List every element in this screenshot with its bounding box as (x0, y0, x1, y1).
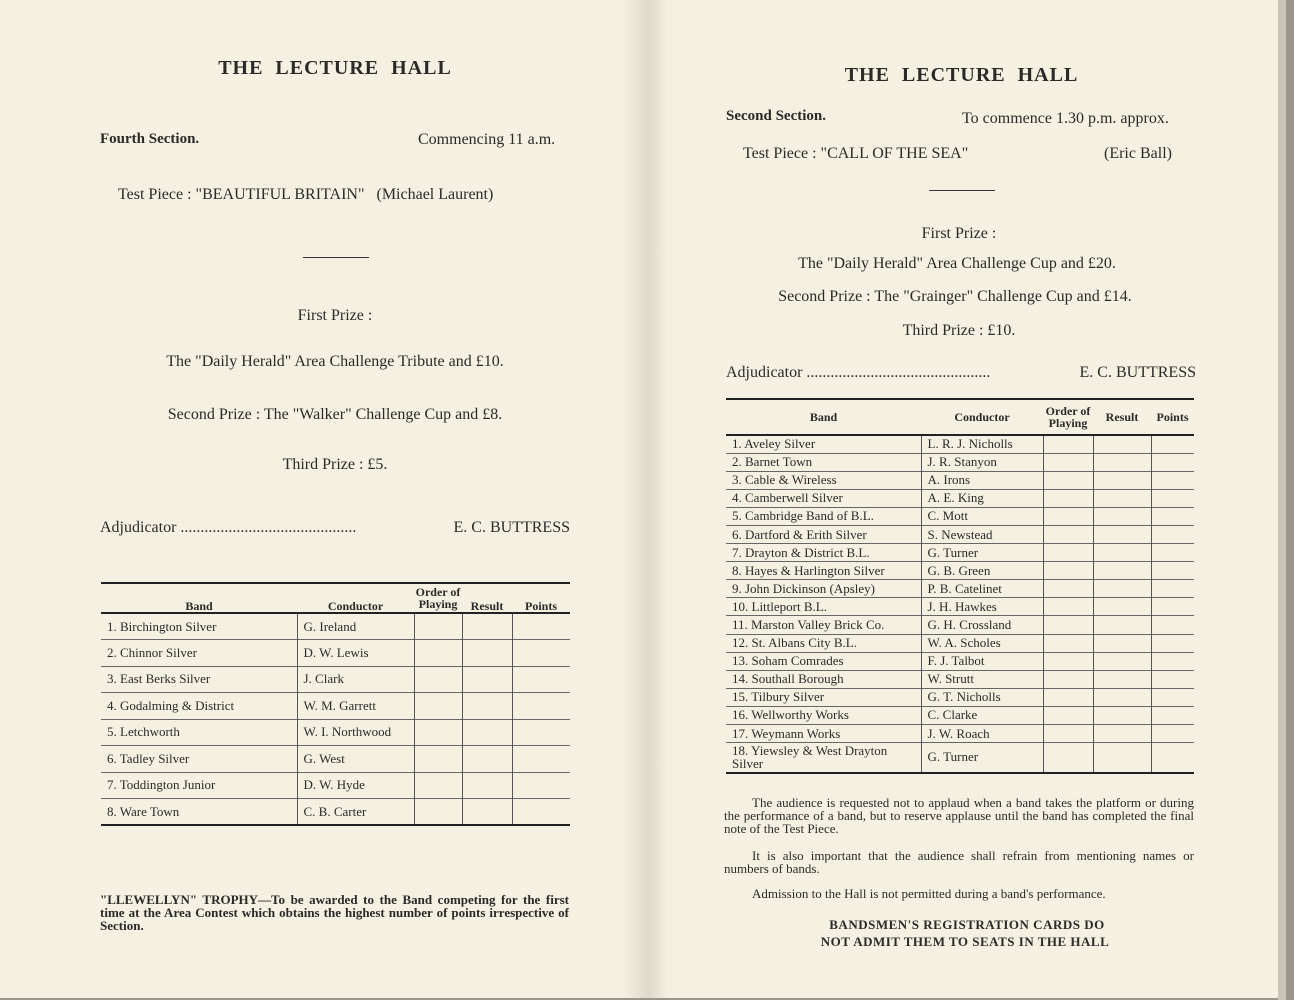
table-body (726, 435, 1194, 773)
result-cell (1093, 598, 1151, 616)
conductor-cell: J. H. Hawkes (921, 598, 1043, 616)
points-cell (512, 746, 570, 773)
test-piece-title: "BEAUTIFUL BRITAIN" (195, 186, 365, 203)
band-cell: 16. Wellworthy Works (732, 707, 849, 723)
conductor-cell: D. W. Hyde (297, 772, 414, 799)
band-cell: 15. Tilbury Silver (732, 689, 825, 705)
second-prize: Second Prize : The "Walker" Challenge Cup and £8. (167, 406, 503, 423)
points-cell (512, 799, 570, 826)
order-cell (1043, 688, 1093, 706)
order-cell (414, 746, 462, 773)
table-row (726, 471, 1194, 489)
table-row (101, 719, 570, 746)
points-cell (1151, 453, 1194, 471)
result-cell (1093, 544, 1151, 562)
order-cell (1043, 580, 1093, 598)
result-cell (1093, 634, 1151, 652)
order-cell (414, 666, 462, 693)
order-cell (1043, 489, 1093, 507)
result-cell (1093, 706, 1151, 724)
band-cell: 11. Marston Valley Brick Co. (732, 616, 885, 632)
test-piece-label: Test Piece : (118, 186, 192, 203)
test-piece-title: "CALL OF THE SEA" (820, 145, 969, 162)
points-cell (1151, 580, 1194, 598)
conductor-cell: G. West (297, 746, 414, 773)
start-time: Commencing 11 a.m. (418, 131, 556, 148)
notice-registration-1: BANDSMEN'S REGISTRATION CARDS DO (829, 917, 1105, 932)
test-piece-composer: (Michael Laurent) (376, 186, 494, 203)
notice-admission: Admission to the Hall is not permitted during a band's performance. (752, 886, 1106, 901)
results-table (101, 582, 570, 826)
band-cell: 4. Camberwell Silver (732, 490, 843, 506)
order-cell (414, 772, 462, 799)
order-header: Order of Playing (1045, 404, 1091, 430)
conductor-cell: W. Strutt (921, 670, 1043, 688)
band-cell: 5. Letchworth (107, 724, 180, 740)
conductor-cell: W. I. Northwood (297, 719, 414, 746)
points-cell (1151, 525, 1194, 543)
result-cell (462, 693, 512, 720)
order-cell (1043, 616, 1093, 634)
table-row (726, 725, 1194, 743)
conductor-cell: C. Clarke (921, 706, 1043, 724)
notice-applause: The audience is requested not to applaud when a band takes the platform or during the performance of a band, but to reserve applause until the band has completed the final note of the Test Piece. (724, 795, 1194, 836)
band-cell: 6. Tadley Silver (107, 750, 190, 766)
band-cell: 5. Cambridge Band of B.L. (732, 508, 874, 524)
result-cell (1093, 471, 1151, 489)
band-cell: 7. Toddington Junior (107, 777, 216, 793)
result-cell (1093, 507, 1151, 525)
conductor-cell: G. T. Nicholls (921, 688, 1043, 706)
section-name: Second Section. (726, 108, 827, 124)
table-row (726, 688, 1194, 706)
order-cell (414, 693, 462, 720)
result-header: Result (470, 599, 504, 613)
band-cell: 2. Barnet Town (732, 454, 813, 470)
table-body (101, 613, 570, 825)
adjudicator-label: Adjudicator .............................................. (726, 364, 991, 381)
divider (929, 190, 995, 191)
conductor-cell: L. R. J. Nicholls (921, 435, 1043, 453)
result-cell (462, 799, 512, 826)
conductor-cell: W. M. Garrett (297, 693, 414, 720)
result-cell (462, 613, 512, 640)
conductor-cell: D. W. Lewis (297, 640, 414, 667)
order-cell (1043, 634, 1093, 652)
table-row (726, 616, 1194, 634)
notice-registration-2: NOT ADMIT THEM TO SEATS IN THE HALL (820, 934, 1110, 949)
table-row (101, 746, 570, 773)
points-cell (1151, 598, 1194, 616)
trophy-title: "LLEWELLYN" TROPHY— (100, 892, 272, 907)
result-cell (1093, 580, 1151, 598)
result-cell (462, 666, 512, 693)
adjudicator-label: Adjudicator ............................................ (100, 519, 357, 536)
points-cell (512, 719, 570, 746)
second-prize: Second Prize : The "Grainger" Challenge Cup and £14. (778, 288, 1132, 305)
conductor-cell: G. B. Green (921, 562, 1043, 580)
result-cell (462, 719, 512, 746)
band-cell: 12. St. Albans City B.L. (732, 635, 857, 651)
result-cell (462, 640, 512, 667)
first-prize: The "Daily Herald" Area Challenge Tribute and £10. (166, 353, 504, 370)
result-cell (1093, 670, 1151, 688)
order-header: Order of Playing (415, 585, 461, 611)
result-cell (1093, 688, 1151, 706)
points-cell (1151, 743, 1194, 773)
band-cell: 1. Aveley Silver (732, 436, 816, 452)
conductor-cell: J. W. Roach (921, 725, 1043, 743)
band-header: Band (809, 410, 838, 424)
order-cell (1043, 471, 1093, 489)
points-cell (512, 772, 570, 799)
result-cell (462, 746, 512, 773)
order-cell (1043, 544, 1093, 562)
band-cell: 9. John Dickinson (Apsley) (732, 580, 875, 596)
table-row (101, 799, 570, 826)
order-cell (1043, 743, 1093, 773)
table-row (726, 562, 1194, 580)
third-prize: Third Prize : £10. (902, 322, 1016, 339)
order-cell (1043, 725, 1093, 743)
order-cell (1043, 562, 1093, 580)
test-piece-label: Test Piece : (743, 145, 817, 162)
result-cell (1093, 562, 1151, 580)
table-row (726, 743, 1194, 773)
table-row (101, 666, 570, 693)
first-prize-label: First Prize : (921, 225, 997, 242)
page-title: THE LECTURE HALL (218, 57, 452, 79)
points-cell (1151, 670, 1194, 688)
points-cell (1151, 562, 1194, 580)
conductor-cell: A. E. King (921, 489, 1043, 507)
points-cell (1151, 706, 1194, 724)
first-prize-label: First Prize : (297, 307, 373, 324)
table-row (101, 613, 570, 640)
adjudicator-name: E. C. BUTTRESS (453, 519, 570, 536)
points-cell (1151, 688, 1194, 706)
result-cell (1093, 453, 1151, 471)
band-cell: 17. Weymann Works (732, 725, 841, 741)
table-row (726, 670, 1194, 688)
band-cell: 7. Drayton & District B.L. (732, 544, 870, 560)
points-cell (512, 640, 570, 667)
conductor-cell: G. Turner (921, 743, 1043, 773)
order-cell (1043, 652, 1093, 670)
result-cell (1093, 652, 1151, 670)
conductor-cell: C. Mott (921, 507, 1043, 525)
conductor-cell: S. Newstead (921, 525, 1043, 543)
table-row (726, 598, 1194, 616)
conductor-cell: C. B. Carter (297, 799, 414, 826)
points-cell (512, 693, 570, 720)
first-prize: The "Daily Herald" Area Challenge Cup and £20. (798, 255, 1116, 272)
order-cell (1043, 507, 1093, 525)
band-cell: 3. East Berks Silver (107, 671, 211, 687)
conductor-cell: W. A. Scholes (921, 634, 1043, 652)
order-cell (414, 613, 462, 640)
page-title: THE LECTURE HALL (844, 64, 1079, 86)
table-row (726, 507, 1194, 525)
notice-names: It is also important that the audience shall refrain from mentioning names or numbers of bands. (724, 848, 1194, 876)
table-row (726, 525, 1194, 543)
band-cell: 8. Hayes & Harlington Silver (732, 562, 885, 578)
table-row (726, 489, 1194, 507)
test-piece-line (743, 145, 968, 163)
band-cell: 3. Cable & Wireless (732, 472, 837, 488)
points-header: Points (1156, 410, 1189, 424)
band-cell: 6. Dartford & Erith Silver (732, 526, 867, 542)
points-cell (1151, 725, 1194, 743)
results-table (726, 398, 1194, 774)
table-row (726, 435, 1194, 453)
band-cell: 8. Ware Town (107, 803, 180, 819)
table-row (101, 640, 570, 667)
points-cell (1151, 435, 1194, 453)
band-cell: 2. Chinnor Silver (107, 644, 197, 660)
order-cell (1043, 598, 1093, 616)
table-header-row (726, 399, 1194, 435)
points-cell (1151, 471, 1194, 489)
page-edge (1278, 0, 1286, 1000)
conductor-cell: J. R. Stanyon (921, 453, 1043, 471)
right-page (649, 0, 1286, 998)
table-row (101, 693, 570, 720)
table-row (726, 580, 1194, 598)
result-cell (1093, 435, 1151, 453)
table-header-row (101, 583, 570, 613)
result-cell (1093, 616, 1151, 634)
order-cell (1043, 435, 1093, 453)
result-cell (1093, 743, 1151, 773)
conductor-cell: F. J. Talbot (921, 652, 1043, 670)
band-cell: 4. Godalming & District (107, 697, 235, 713)
band-cell: 14. Southall Borough (732, 671, 844, 687)
result-cell (1093, 525, 1151, 543)
table-row (726, 634, 1194, 652)
conductor-header: Conductor (954, 410, 1010, 424)
table-row (726, 652, 1194, 670)
points-header: Points (524, 599, 557, 613)
adjudicator-line (726, 364, 1196, 382)
result-cell (462, 772, 512, 799)
conductor-cell: G. Turner (921, 544, 1043, 562)
band-cell: 13. Soham Comrades (732, 653, 844, 669)
conductor-cell: A. Irons (921, 471, 1043, 489)
result-cell (1093, 725, 1151, 743)
order-cell (414, 640, 462, 667)
conductor-cell: J. Clark (297, 666, 414, 693)
result-cell (1093, 489, 1151, 507)
order-cell (414, 719, 462, 746)
test-piece-line (118, 186, 493, 204)
third-prize: Third Prize : £5. (282, 456, 388, 473)
conductor-cell: P. B. Catelinet (921, 580, 1043, 598)
table-row (726, 453, 1194, 471)
band-header: Band (185, 599, 213, 613)
table-row (726, 706, 1194, 724)
divider (303, 257, 369, 258)
order-cell (414, 799, 462, 826)
conductor-header: Conductor (327, 599, 384, 613)
points-cell (1151, 652, 1194, 670)
points-cell (1151, 634, 1194, 652)
points-cell (1151, 616, 1194, 634)
conductor-cell: G. H. Crossland (921, 616, 1043, 634)
points-cell (1151, 544, 1194, 562)
result-header: Result (1105, 410, 1139, 424)
test-piece-composer: (Eric Ball) (1104, 145, 1172, 162)
band-cell: 18. Yiewsley & West Drayton Silver (732, 743, 888, 772)
order-cell (1043, 706, 1093, 724)
section-name: Fourth Section. (100, 131, 200, 147)
points-cell (1151, 489, 1194, 507)
conductor-cell: G. Ireland (297, 613, 414, 640)
band-cell: 1. Birchington Silver (107, 618, 217, 634)
table-row (101, 772, 570, 799)
order-cell (1043, 525, 1093, 543)
order-cell (1043, 670, 1093, 688)
trophy-text: To be awarded to the Band competing for the first time at the Area Contest which obtains the highest number of points irrespective of Section. (100, 892, 570, 933)
table-row (726, 544, 1194, 562)
band-cell: 10. Littleport B.L. (732, 598, 827, 614)
points-cell (512, 613, 570, 640)
points-cell (1151, 507, 1194, 525)
points-cell (512, 666, 570, 693)
adjudicator-name: E. C. BUTTRESS (1079, 364, 1196, 381)
order-cell (1043, 453, 1093, 471)
adjudicator-line (100, 519, 570, 537)
start-time: To commence 1.30 p.m. approx. (962, 110, 1169, 127)
trophy-note (100, 893, 569, 932)
